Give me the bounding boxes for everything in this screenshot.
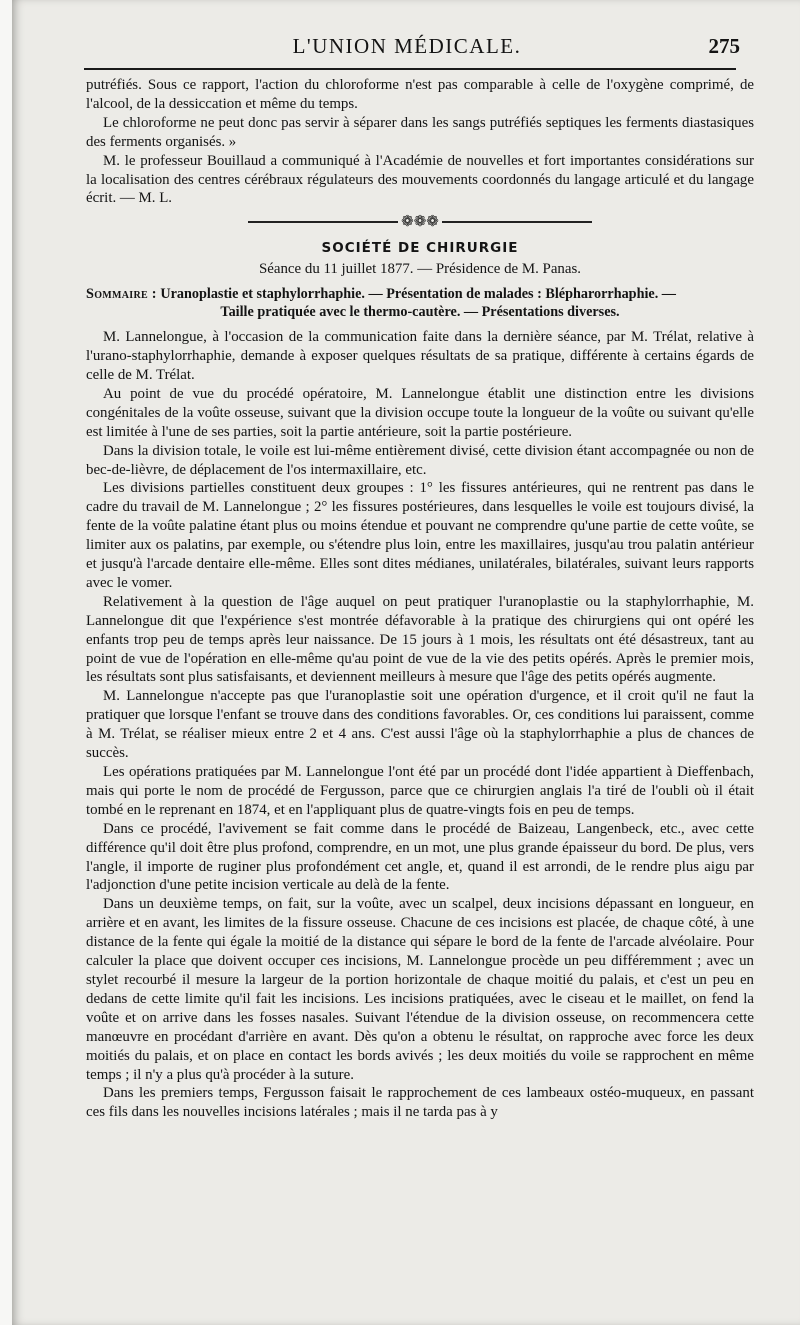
summary-label: Sommaire :	[86, 286, 157, 303]
header-rule	[84, 68, 736, 70]
paragraph-4: Les divisions partielles constituent deux groupes : 1° les fissures antérieures, qui ne rentrent pas dans le cadre du travail de M. Lannelongue ; 2° les fissures postérieures, dans lesquelles le voile est toujours divisé, la fente de la voûte palatine étant plus ou moins étendue et pouvant ne comprendre qu'une partie de cette voûte, se limiter aux os palatins, par exemple, ou s'étendre plus loin, entre les maxillaires, jusqu'au trou palatin antérieur et jusqu'à l'arcade dentaire elle-même. Elles sont dites médianes, unilatérales, bilatérales, suivant leurs rapports avec le vomer.	[86, 480, 754, 591]
summary-text-second: Taille pratiquée avec le thermo-cautère. — Présentations diverses.	[220, 304, 620, 321]
paragraph-9: Dans un deuxième temps, on fait, sur la voûte, avec un scalpel, deux incisions dépassant en longueur, en arrière et en avant, les limites de la fissure osseuse. Chacune de ces incisions est placée, de chaque côté, à une distance de la fente qui égale la moitié de la distance qui sépare le bord de la fente de l'arcade alvéolaire. Pour calculer la place que doivent occuper ces incisions, M. Lannelongue procède un peu différemment ; avec un stylet recourbé il mesure la largeur de la portion horizontale de chaque moitié du palais, et c'est un peu en dedans de cette limite qu'il fait les incisions. Les incisions pratiquées, avec le ciseau et le maillet, on fend la voûte et on arrive dans les fosses nasales. Suivant l'étendue de la division osseuse, on recommencera cette manœuvre en procédant d'arrière en avant. Dès qu'on a obtenu le résultat, on rapproche avec force les deux moitiés du palais, et on place en contact les bords avivés ; les deux moitiés du voile se rapprochent en même temps ; il n'y a plus qu'à procéder à la suture.	[86, 896, 754, 1083]
intro-paragraph-3: M. le professeur Bouillaud a communiqué à l'Académie de nouvelles et fort importantes considérations sur la localisation des centres cérébraux régulateurs des mouvements coordonnés du langage articulé et du langage écrit. — M. L.	[86, 152, 754, 207]
fleuron-ornament-icon: ❁❁❁	[401, 213, 439, 230]
section-title: SOCIÉTÉ DE CHIRURGIE	[321, 240, 519, 257]
article-body	[86, 76, 754, 1122]
paragraph-3: Dans la division totale, le voile est lui-même entièrement divisé, cette division étant accompagnée ou non de bec-de-lièvre, de déplacement de l'os intermaxillaire, etc.	[86, 442, 754, 478]
paragraph-7: Les opérations pratiquées par M. Lannelongue l'ont été par un procédé dont l'idée appartient à Dieffenbach, mais qui porte le nom de procédé de Fergusson, parce que ce chirurgien anglais l'a tiré de l'oubli où il était tombé en le reprenant en 1874, et en l'appliquant plus de quatre-vingts fois en peu de temps.	[86, 764, 754, 818]
paragraph-8: Dans ce procédé, l'avivement se fait comme dans le procédé de Baizeau, Langenbeck, etc., avec cette différence qu'il doit être plus profond, comprendre, en un mot, une plus grande épaisseur du bord. De plus, vers l'angle, il importe de ruginer plus profondément cet angle, et, quand il est arrondi, de le rendre plus aigu par l'adjonction d'une petite incision verticale au delà de la fente.	[86, 820, 754, 894]
paragraph-10: Dans les premiers temps, Fergusson faisait le rapprochement de ces lambeaux ostéo-muqueux, en passant ces fils dans les nouvelles incisions latérales ; mais il ne tarda pas à y	[86, 1085, 754, 1121]
intro-paragraph-1: putréfiés. Sous ce rapport, l'action du chloroforme n'est pas comparable à celle de l'oxygène comprimé, de l'alcool, de la dessiccation et même du temps.	[86, 77, 754, 112]
summary-text-first: Uranoplastie et staphylorrhaphie. — Présentation de malades : Blépharorrhaphie. —	[160, 286, 676, 303]
intro-paragraph-2: Le chloroforme ne peut donc pas servir à séparer dans les sangs putréfiés septiques les ferments diastasiques des ferments organisés. »	[86, 114, 754, 150]
divider-line-left	[248, 221, 398, 223]
paragraph-1: M. Lannelongue, à l'occasion de la communication faite dans la dernière séance, par M. Trélat, relative à l'urano-staphylorrhaphie, demande à exposer quelques résultats de sa pratique, différente à certains égards de celle de M. Trélat.	[86, 329, 754, 383]
document-page	[12, 0, 800, 1325]
page-header	[74, 28, 740, 64]
paragraph-5: Relativement à la question de l'âge auquel on peut pratiquer l'uranoplastie ou la staphylorrhaphie, M. Lannelongue dit que l'expérience s'est montrée défavorable à la pratique des chirurgiens qui ont opéré les enfants trop peu de temps après leur naissance. De 15 jours à 1 mois, les résultats ont été désastreux, tant au point de vue de l'opération en elle-même qu'au point de vue de la vie des petits opérés. Après le premier mois, les résultats sont plus satisfaisants, et deviennent meilleurs à mesure que l'âge des petits opérés augmente.	[86, 593, 754, 686]
paragraph-6: M. Lannelongue n'accepte pas que l'uranoplastie soit une opération d'urgence, et il croit qu'il ne faut la pratiquer que lorsque l'enfant se trouve dans des conditions favorables. Or, ces conditions lui paraissent, comme à M. Trélat, se réaliser mieux entre 2 et 4 ans. C'est aussi l'âge où la staphylorrhaphie a plus de chances de succès.	[86, 688, 754, 762]
page-number: 275	[708, 34, 740, 58]
session-summary	[86, 285, 754, 321]
page-left-margin	[0, 0, 12, 1325]
paragraph-2: Au point de vue du procédé opératoire, M. Lannelongue établit une distinction entre les divisions congénitales de la voûte osseuse, suivant que la division occupe toute la longueur de la voûte ou suivant qu'elle est limitée à l'une de ses parties, soit la partie antérieure, soit la partie postérieure.	[86, 385, 754, 440]
divider-line-right	[442, 221, 592, 223]
running-title: L'UNION MÉDICALE.	[292, 34, 522, 58]
session-line: Séance du 11 juillet 1877. — Présidence de M. Panas.	[258, 261, 581, 278]
section-divider	[86, 211, 754, 233]
